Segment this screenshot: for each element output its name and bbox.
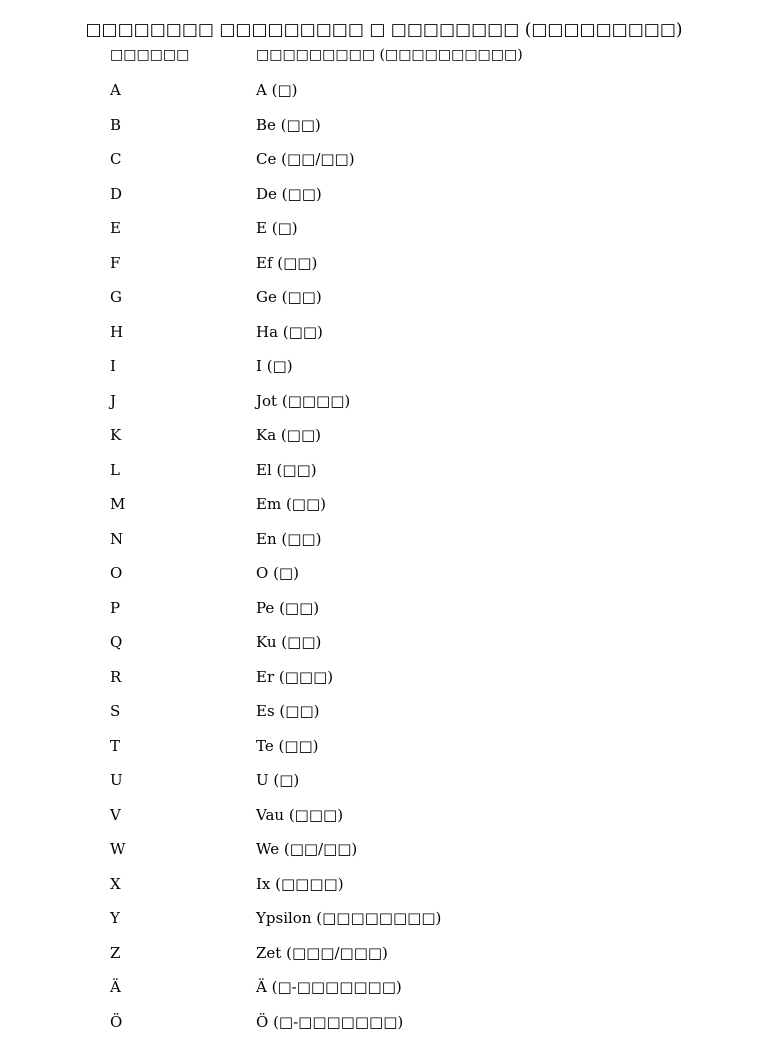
table-row — [0, 908, 768, 943]
letter-name-cell: Ä (□-□□□□□□□) — [256, 977, 402, 997]
table-row — [0, 1012, 768, 1046]
letter-cell: V — [110, 805, 121, 825]
letter-name-cell: Ef (□□) — [256, 253, 317, 273]
letter-name-cell: Ö (□-□□□□□□□) — [256, 1012, 403, 1032]
table-row — [0, 598, 768, 633]
table-row — [0, 839, 768, 874]
letter-cell: J — [110, 391, 116, 411]
table-row — [0, 563, 768, 598]
table-row — [0, 736, 768, 771]
letter-cell: I — [110, 356, 116, 376]
letter-cell: W — [110, 839, 125, 859]
letter-name-cell: Be (□□) — [256, 115, 321, 135]
column-header-name: □□□□□□□□□ (□□□□□□□□□□) — [256, 45, 523, 65]
letter-cell: Ä — [110, 977, 121, 997]
table-row — [0, 184, 768, 219]
letter-name-cell: U (□) — [256, 770, 299, 790]
letter-cell: S — [110, 701, 120, 721]
letter-cell: P — [110, 598, 120, 618]
letter-cell: Ö — [110, 1012, 122, 1032]
letter-cell: C — [110, 149, 121, 169]
table-row — [0, 253, 768, 288]
letter-cell: Q — [110, 632, 122, 652]
table-row — [0, 460, 768, 495]
letter-cell: K — [110, 425, 121, 445]
alphabet-table — [0, 80, 768, 1046]
letter-cell: A — [110, 80, 121, 100]
table-row — [0, 529, 768, 564]
letter-cell: Z — [110, 943, 120, 963]
table-row — [0, 667, 768, 702]
letter-name-cell: Ypsilon (□□□□□□□□) — [256, 908, 441, 928]
letter-name-cell: I (□) — [256, 356, 293, 376]
letter-cell: U — [110, 770, 123, 790]
letter-name-cell: Em (□□) — [256, 494, 326, 514]
letter-cell: H — [110, 322, 123, 342]
table-row — [0, 632, 768, 667]
letter-name-cell: Te (□□) — [256, 736, 319, 756]
document-title: □□□□□□□□ □□□□□□□□□ □ □□□□□□□□ (□□□□□□□□□) — [0, 19, 768, 41]
letter-cell: L — [110, 460, 120, 480]
table-row — [0, 874, 768, 909]
letter-name-cell: Jot (□□□□) — [256, 391, 350, 411]
letter-name-cell: De (□□) — [256, 184, 322, 204]
letter-cell: E — [110, 218, 121, 238]
letter-cell: B — [110, 115, 121, 135]
letter-name-cell: Ge (□□) — [256, 287, 322, 307]
letter-cell: M — [110, 494, 125, 514]
letter-name-cell: Ha (□□) — [256, 322, 323, 342]
table-row — [0, 701, 768, 736]
letter-cell: D — [110, 184, 122, 204]
table-row — [0, 115, 768, 150]
letter-cell: Y — [110, 908, 120, 928]
table-row — [0, 425, 768, 460]
table-row — [0, 943, 768, 978]
table-row — [0, 356, 768, 391]
letter-name-cell: Zet (□□□/□□□) — [256, 943, 388, 963]
table-row — [0, 494, 768, 529]
letter-name-cell: A (□) — [256, 80, 297, 100]
table-row — [0, 218, 768, 253]
table-row — [0, 287, 768, 322]
table-row — [0, 391, 768, 426]
letter-name-cell: Ix (□□□□) — [256, 874, 344, 894]
letter-cell: N — [110, 529, 123, 549]
column-header-letter: □□□□□□ — [110, 45, 189, 65]
table-row — [0, 770, 768, 805]
letter-name-cell: Ce (□□/□□) — [256, 149, 355, 169]
letter-name-cell: Ku (□□) — [256, 632, 321, 652]
letter-cell: F — [110, 253, 120, 273]
letter-name-cell: E (□) — [256, 218, 298, 238]
letter-name-cell: O (□) — [256, 563, 299, 583]
letter-cell: T — [110, 736, 120, 756]
letter-cell: R — [110, 667, 121, 687]
letter-name-cell: En (□□) — [256, 529, 321, 549]
letter-name-cell: El (□□) — [256, 460, 317, 480]
letter-name-cell: Ka (□□) — [256, 425, 321, 445]
table-row — [0, 322, 768, 357]
table-row — [0, 80, 768, 115]
letter-cell: G — [110, 287, 122, 307]
letter-name-cell: We (□□/□□) — [256, 839, 357, 859]
letter-name-cell: Pe (□□) — [256, 598, 319, 618]
letter-name-cell: Er (□□□) — [256, 667, 333, 687]
letter-cell: X — [110, 874, 121, 894]
table-row — [0, 977, 768, 1012]
letter-name-cell: Vau (□□□) — [256, 805, 343, 825]
letter-name-cell: Es (□□) — [256, 701, 319, 721]
table-row — [0, 149, 768, 184]
letter-cell: O — [110, 563, 122, 583]
table-row — [0, 805, 768, 840]
